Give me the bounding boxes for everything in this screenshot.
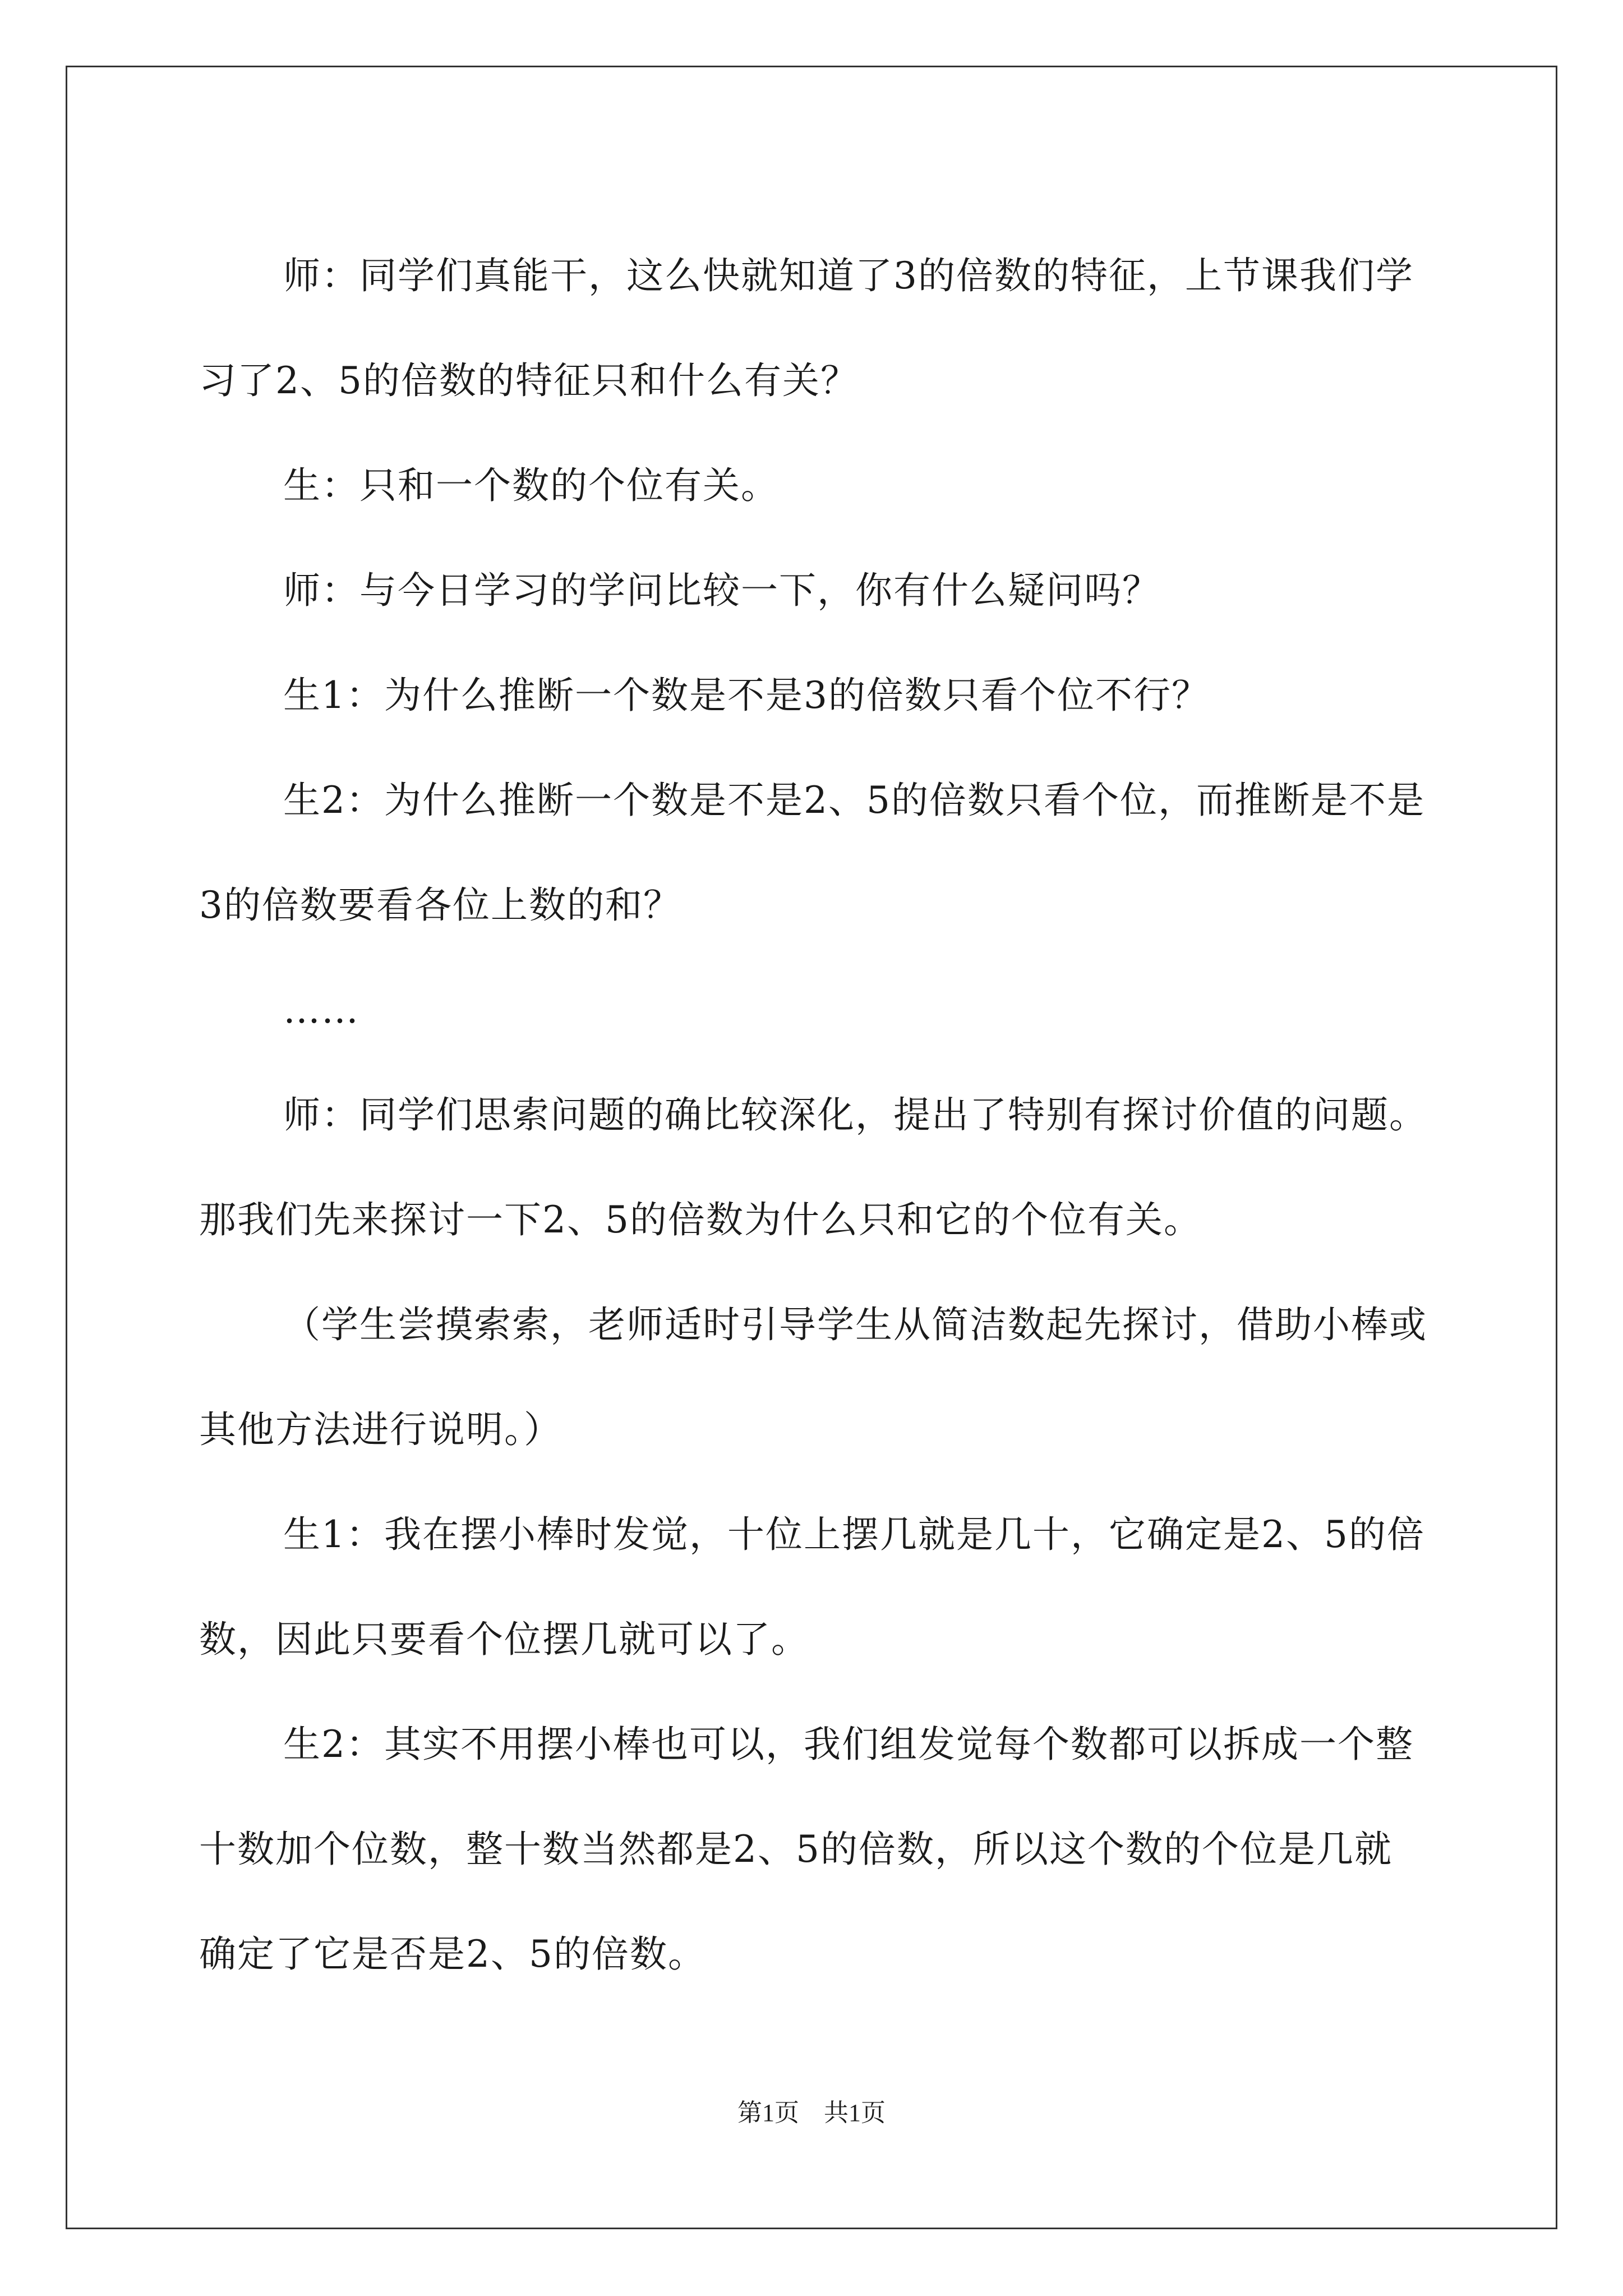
paragraph-teacher-question-1: 师：同学们真能干，这么快就知道了3的倍数的特征，上节课我们学习了2、5的倍数的特征只和什么有关？ [199, 254, 1414, 402]
paragraph-student-2-explanation: 生2：其实不用摆小棒也可以，我们组发觉每个数都可以拆成一个整十数加个位数，整十数当然都是2、5的倍数，所以这个数的个位是几就确定了它是否是2、5的倍数。 [199, 1723, 1414, 1976]
paragraph-ellipsis: …… [283, 988, 359, 1032]
paragraph-student-1-explanation: 生1：我在摆小棒时发觉，十位上摆几就是几十，它确定是2、5的倍数，因此只要看个位摆几就可以了。 [199, 1513, 1425, 1661]
paragraph-student-answer-1: 生：只和一个数的个位有关。 [283, 464, 779, 507]
paragraph-student-1-question: 生1：为什么推断一个数是不是3的倍数只看个位不行？ [283, 674, 1210, 717]
paragraph-teacher-comment: 师：同学们思索问题的确比较深化，提出了特别有探讨价值的问题。那我们先来探讨一下2、5的倍数为什么只和它的个位有关。 [199, 1093, 1427, 1241]
paragraph-student-2-question: 生2：为什么推断一个数是不是2、5的倍数只看个位，而推断是不是3的倍数要看各位上数的和？ [199, 779, 1425, 927]
paragraph-stage-direction: （学生尝摸索索，老师适时引导学生从简洁数起先探讨，借助小棒或其他方法进行说明。） [199, 1303, 1427, 1451]
document-body [199, 223, 1427, 2007]
page-number-footer: 第1页 共1页 [737, 2099, 886, 2127]
paragraph-teacher-question-2: 师：与今日学习的学问比较一下，你有什么疑问吗？ [283, 569, 1160, 612]
